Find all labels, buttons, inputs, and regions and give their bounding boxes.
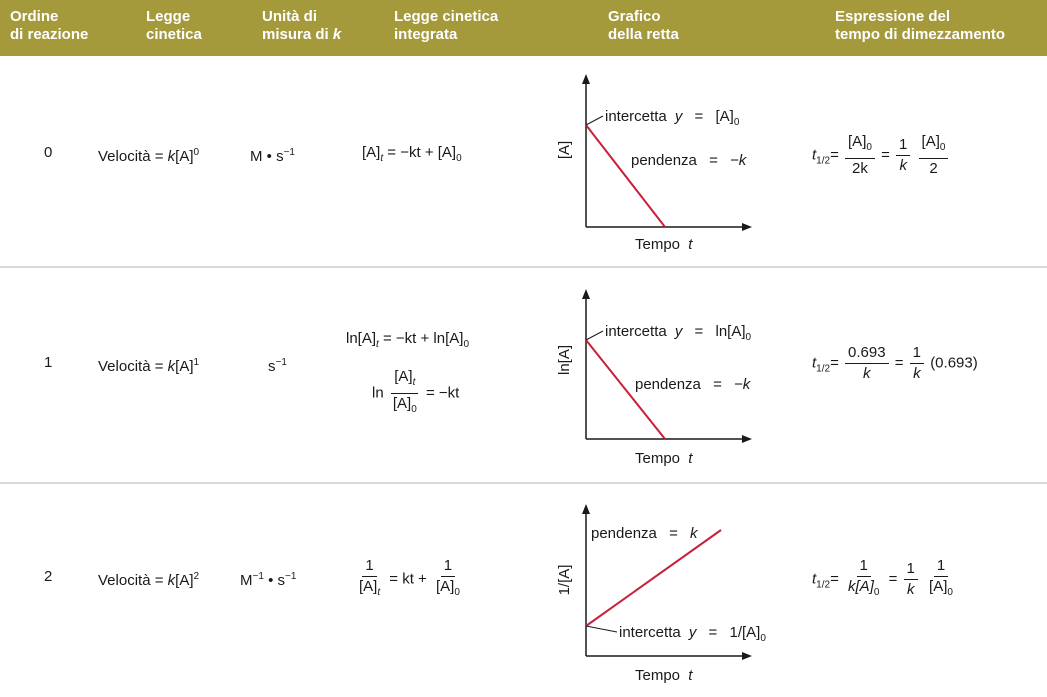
row-divider-1 — [0, 266, 1047, 268]
row1-half-sub: 1/2 — [816, 363, 831, 375]
header-order — [10, 8, 88, 44]
row0-x-axis — [586, 223, 752, 231]
row2-int-frac1 — [356, 557, 383, 602]
row0-int-y: y — [674, 108, 683, 125]
row2-hf1-num: 1 — [857, 557, 871, 577]
row1-pendenza: pendenza — [635, 376, 701, 393]
row1-slope-label — [635, 376, 752, 393]
table-header — [0, 0, 1047, 56]
row2-int-sub: 0 — [760, 633, 766, 644]
row0-hf1-num: [A] — [848, 133, 867, 150]
row1-intercetta: intercetta — [605, 323, 667, 340]
row0-k: k — [167, 148, 176, 165]
header-integrated-line2: integrata — [394, 26, 458, 43]
header-order-line2: di reazione — [10, 26, 89, 43]
row1-y-axis — [582, 289, 590, 439]
row1-int-a-rhs: = −kt + ln[A] — [382, 330, 464, 347]
row1-order: 1 — [44, 354, 53, 371]
row0-intercetta: intercetta — [605, 108, 667, 125]
row1-int-y: y — [674, 323, 683, 340]
row1-rate-law — [98, 354, 199, 376]
header-graph — [608, 8, 679, 44]
row2-slope-eq: = — [669, 525, 678, 542]
row1-int-b-rhs: = −kt — [425, 384, 460, 402]
row0-tempo: Tempo — [635, 236, 681, 253]
row0-line — [586, 125, 665, 227]
row0-hf2-num: 1 — [896, 136, 910, 156]
row2-line — [586, 530, 721, 626]
row2-k: k — [167, 572, 176, 589]
row0-graph — [555, 70, 795, 255]
header-half-life-line1: Espressione del — [835, 8, 951, 25]
row0-hf3-num: [A] — [921, 133, 940, 150]
row2-hf2-den: k — [906, 581, 915, 598]
row1-units-text: s — [268, 358, 276, 375]
row2-half-eq1: = — [830, 570, 839, 588]
row2-hf1-den: k[A] — [848, 578, 874, 595]
row2-y-axis — [582, 504, 590, 656]
row1-hf1-num: 0.693 — [845, 344, 889, 364]
row1-half-life — [812, 344, 978, 383]
row2-int-f2-num: 1 — [441, 557, 455, 577]
row0-t: t — [688, 236, 693, 253]
row2-hf3-den: [A] — [929, 578, 948, 595]
header-integrated-line1: Legge cinetica — [394, 8, 499, 25]
header-integrated — [394, 8, 498, 44]
row2-half-life — [812, 557, 958, 602]
row0-integrated — [362, 144, 462, 168]
row2-conc: [A] — [175, 572, 194, 589]
row2-int-eq: = — [708, 624, 718, 641]
row1-int-b-num: [A] — [394, 368, 413, 385]
row2-hf3-den-sub: 0 — [947, 587, 953, 598]
row1-ln: ln — [372, 384, 384, 402]
row2-units-b: • s — [268, 572, 285, 589]
row1-hf1-den: k — [863, 365, 871, 382]
row0-y-axis — [582, 74, 590, 227]
row1-integrated-a — [346, 330, 469, 354]
row0-hf3-den: 2 — [929, 160, 938, 177]
row1-hf2-den: k — [913, 365, 921, 382]
row2-integrated — [354, 557, 465, 602]
row0-intercept-label — [605, 108, 740, 128]
row0-intercept-leader — [586, 116, 603, 125]
row2-int-f2-den: [A] — [436, 578, 455, 595]
row0-hf3-num-sub: 0 — [939, 142, 946, 153]
row2-x-axis — [586, 652, 752, 660]
row1-int-a-rhs-sub: 0 — [463, 339, 469, 350]
row1-intercept-leader — [586, 331, 603, 340]
row0-exp: 0 — [193, 147, 200, 158]
row1-int-b-den-sub: 0 — [411, 404, 417, 415]
row1-slope-eq: = — [713, 376, 722, 393]
row2-int-frac2 — [433, 557, 463, 602]
row0-ylabel: [A] — [556, 140, 573, 160]
row0-int-rhs-sub: 0 — [456, 153, 462, 164]
row0-int-lhs-sub: t — [380, 153, 384, 164]
row1-velocita: Velocità — [98, 358, 151, 375]
row0-half-eq1: = — [830, 146, 839, 164]
row1-int-b-den: [A] — [392, 395, 412, 412]
row1-x-axis — [586, 435, 752, 443]
row2-units — [240, 568, 296, 590]
row1-t: t — [812, 354, 817, 372]
row2-tempo: Tempo — [635, 667, 681, 684]
header-units-line1: Unità di — [262, 8, 317, 25]
row2-slope-val: k — [690, 525, 698, 542]
row0-hf1-den: 2k — [852, 160, 868, 177]
row1-ylabel: ln[A] — [556, 344, 573, 376]
row1-int-val: ln[A] — [715, 323, 746, 340]
row2-half-frac1 — [845, 557, 882, 602]
row2-int-f1-den: [A] — [359, 578, 378, 595]
row1-exp: 1 — [193, 357, 200, 368]
row0-half-eq2: = — [881, 146, 890, 164]
row2-int-y: y — [688, 624, 697, 641]
row1-half-frac1 — [845, 344, 889, 383]
row0-int-rhs: = −kt + [A] — [387, 144, 457, 161]
row0-units — [250, 144, 295, 166]
header-units-line2 — [262, 26, 341, 44]
row0-hf1-num-sub: 0 — [866, 142, 872, 153]
header-graph-line1: Grafico — [608, 8, 661, 25]
header-graph-line2: della retta — [608, 26, 679, 43]
row0-eq: = — [154, 148, 164, 165]
row2-int-val: 1/[A] — [729, 624, 761, 641]
row1-slope-val: −k — [734, 376, 751, 393]
row1-half-eq2: = — [894, 354, 904, 372]
row2-velocita: Velocità — [98, 572, 151, 589]
row1-half-eq1: = — [830, 354, 839, 372]
row1-intercept-label — [605, 323, 752, 343]
row2-t: t — [812, 570, 817, 588]
row0-pendenza: pendenza — [631, 152, 697, 169]
row0-hf2-den: k — [899, 157, 907, 174]
row1-tempo: Tempo — [635, 450, 681, 467]
row0-int-sub: 0 — [733, 117, 740, 128]
header-units-text: misura di — [262, 26, 329, 43]
row2-int-f1-den-sub: t — [377, 587, 381, 598]
row1-units-exp: −1 — [275, 357, 287, 368]
row2-intercept-leader — [586, 626, 617, 632]
row2-half-sub: 1/2 — [816, 579, 831, 591]
row1-int-sub: 0 — [745, 332, 752, 343]
row0-rate-law — [98, 144, 199, 166]
header-units — [262, 8, 341, 44]
row1-units — [268, 354, 287, 376]
row1-half-tail: (0.693) — [930, 354, 978, 372]
row2-intercept-label — [619, 624, 766, 644]
row0-half-frac2 — [896, 136, 910, 175]
header-units-k: k — [332, 26, 342, 43]
row1-conc: [A] — [175, 358, 194, 375]
row1-eq: = — [154, 358, 164, 375]
row2-order: 2 — [44, 568, 53, 585]
header-half-life — [835, 8, 1005, 44]
row0-half-frac3 — [919, 133, 949, 178]
row0-units-exp: −1 — [283, 147, 295, 158]
row2-pendenza: pendenza — [591, 525, 657, 542]
row0-int-lhs: [A] — [362, 144, 381, 161]
row0-int-eq: = — [694, 108, 704, 125]
row1-integrated-b — [372, 368, 459, 419]
row2-xlabel — [635, 667, 693, 684]
row-divider-2 — [0, 482, 1047, 484]
row2-half-frac2 — [904, 560, 918, 599]
row0-slope-val: −k — [730, 152, 747, 169]
row2-hf1-den-sub: 0 — [873, 587, 880, 598]
header-law-line2: cinetica — [146, 26, 202, 43]
row0-units-text: M • s — [250, 148, 284, 165]
row0-slope-label — [631, 152, 748, 169]
row1-int-a-sub: t — [376, 339, 379, 350]
row2-half-frac3 — [926, 557, 956, 602]
row0-half-frac1 — [845, 133, 875, 178]
row1-int-b-num-sub: t — [412, 377, 416, 388]
row0-conc: [A] — [175, 148, 194, 165]
row0-order: 0 — [44, 144, 53, 161]
row2-int-mid: = kt + — [389, 570, 427, 588]
row0-xlabel — [635, 236, 693, 253]
row1-int-a-lhs: ln[A] — [346, 330, 377, 347]
row1-xlabel — [635, 450, 693, 467]
row2-slope-label — [591, 525, 699, 542]
row2-ylabel: 1/[A] — [556, 564, 573, 596]
header-order-line1: Ordine — [10, 8, 59, 25]
row0-int-val: [A] — [715, 108, 734, 125]
row2-units-a: M — [240, 572, 253, 589]
row2-units-a-exp: −1 — [252, 571, 264, 582]
row1-int-eq: = — [694, 323, 704, 340]
row0-t: t — [812, 146, 817, 164]
row1-graph — [555, 285, 795, 470]
row2-units-b-exp: −1 — [285, 571, 297, 582]
row0-half-life — [812, 133, 950, 178]
row2-half-eq2: = — [888, 570, 898, 588]
row2-t: t — [688, 667, 693, 684]
row2-hf2-num: 1 — [904, 560, 918, 580]
row2-int-f1-num: 1 — [362, 557, 376, 577]
header-law-line1: Legge — [146, 8, 191, 25]
row2-exp: 2 — [193, 571, 200, 582]
row1-k: k — [167, 358, 176, 375]
row1-t: t — [688, 450, 693, 467]
row2-eq: = — [154, 572, 164, 589]
header-law — [146, 8, 202, 44]
row2-rate-law — [98, 568, 199, 590]
row1-int-b-frac — [390, 368, 420, 419]
row2-intercetta: intercetta — [619, 624, 681, 641]
row0-half-sub: 1/2 — [816, 155, 831, 167]
row1-hf2-num: 1 — [910, 344, 924, 364]
row2-graph — [555, 500, 815, 688]
header-half-life-line2: tempo di dimezzamento — [835, 26, 1006, 43]
row0-slope-eq: = — [709, 152, 718, 169]
row0-velocita: Velocità — [98, 148, 151, 165]
row2-hf3-num: 1 — [934, 557, 948, 577]
row1-half-frac2 — [910, 344, 924, 383]
row2-int-f2-den-sub: 0 — [454, 587, 460, 598]
